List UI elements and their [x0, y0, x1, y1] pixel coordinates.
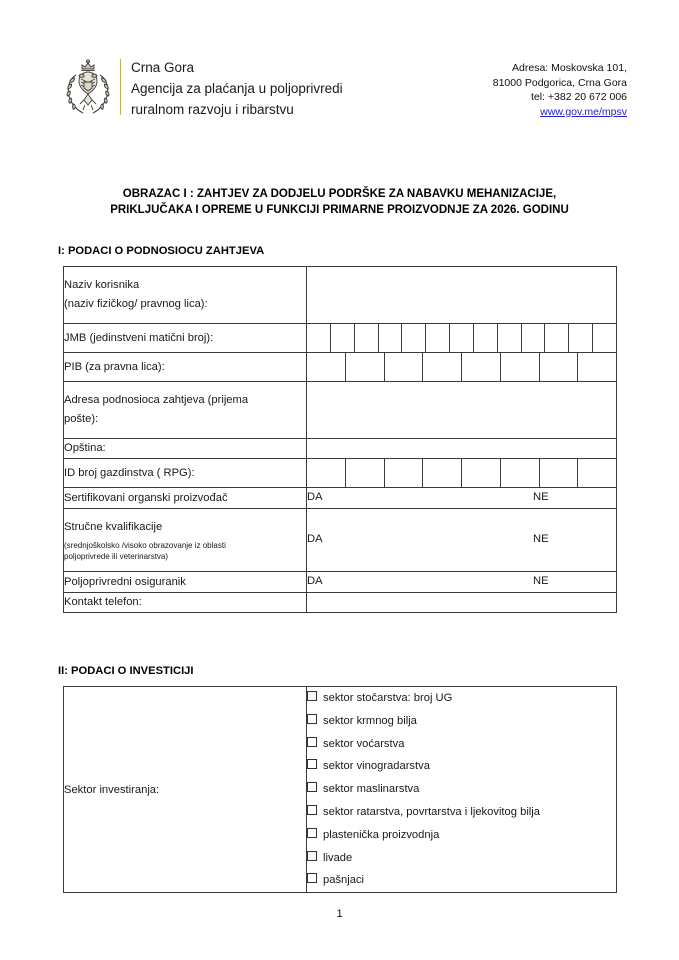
- sector-option-label: sektor maslinarstva: [323, 783, 420, 796]
- label-adresa-line-2: pošte):: [64, 413, 99, 425]
- label-osiguranik: Poljoprivredni osiguranik: [64, 572, 307, 593]
- label-strucne-sub: [64, 540, 306, 562]
- label-strucne-main: Stručne kvalifikacije: [64, 521, 163, 533]
- sector-option-8[interactable]: [307, 869, 616, 892]
- jmb-cell[interactable]: [450, 324, 474, 352]
- jmb-cell[interactable]: [307, 324, 331, 352]
- label-naziv-korisnika: [64, 267, 307, 324]
- label-adresa: [64, 382, 307, 439]
- pib-box-group[interactable]: [307, 353, 616, 381]
- page-number: 1: [336, 908, 343, 920]
- sector-option-6[interactable]: [307, 824, 616, 847]
- page-title: [62, 186, 617, 218]
- address-city: 81000 Podgorica, Crna Gora: [492, 76, 627, 89]
- option-da-osiguranik[interactable]: DA: [307, 574, 323, 587]
- input-pib-boxes[interactable]: [307, 353, 617, 382]
- investment-data-table: [63, 686, 617, 893]
- checkbox-icon[interactable]: [307, 828, 317, 838]
- rpg-cell[interactable]: [385, 459, 424, 487]
- sector-option-2[interactable]: [307, 733, 616, 756]
- section-1-heading: I: PODACI O PODNOSIOCU ZAHTJEVA: [58, 245, 265, 257]
- option-da-sertifikovani[interactable]: DA: [307, 490, 323, 503]
- agency-name-line-2: ruralnom razvoju i ribarstvu: [131, 102, 294, 117]
- sector-option-label: sektor voćarstva: [323, 737, 405, 750]
- agency-website-link[interactable]: www.gov.me/mpsv: [540, 105, 627, 118]
- pib-cell[interactable]: [462, 353, 501, 381]
- rpg-box-group[interactable]: [307, 459, 616, 487]
- sector-option-3[interactable]: [307, 755, 616, 778]
- label-pib: PIB (za pravna lica):: [64, 353, 307, 382]
- rpg-cell[interactable]: [462, 459, 501, 487]
- pib-cell[interactable]: [501, 353, 540, 381]
- label-jmb: JMB (jedinstveni matični broj):: [64, 324, 307, 353]
- sector-option-label: livade: [323, 851, 353, 864]
- sector-options-list: [307, 687, 617, 893]
- checkbox-icon[interactable]: [307, 714, 317, 724]
- input-naziv-korisnika[interactable]: [307, 267, 617, 324]
- label-rpg: ID broj gazdinstva ( RPG):: [64, 459, 307, 488]
- brand-divider: [120, 59, 121, 115]
- address-street: Adresa: Moskovska 101,: [512, 62, 627, 74]
- checkbox-icon[interactable]: [307, 873, 317, 883]
- label-naziv-korisnika-line-2: (naziv fizičkog/ pravnog lica):: [64, 298, 208, 310]
- applicant-data-table: [63, 266, 617, 613]
- label-naziv-korisnika-line-1: Naziv korisnika: [64, 279, 140, 291]
- rpg-cell[interactable]: [346, 459, 385, 487]
- label-sertifikovani: Sertifikovani organski proizvođač: [64, 488, 307, 509]
- jmb-cell[interactable]: [474, 324, 498, 352]
- rpg-cell[interactable]: [423, 459, 462, 487]
- table-row-jmb: [64, 324, 617, 353]
- page-title-line-1: OBRAZAC I : ZAHTJEV ZA DODJELU PODRŠKE ZA NABAVKU MEHANIZACIJE,: [122, 188, 557, 200]
- rpg-cell[interactable]: [307, 459, 346, 487]
- page-title-line-2: PRIKLJUČAKA I OPREME U FUNKCIJI PRIMARNE PROIZVODNJE ZA 2026. GODINU: [110, 204, 569, 216]
- table-row-adresa: [64, 382, 617, 439]
- sector-option-label: sektor krmnog bilja: [323, 714, 417, 727]
- choice-strucne-kvalifikacije[interactable]: [307, 509, 617, 572]
- checkbox-icon[interactable]: [307, 691, 317, 701]
- label-strucne-kvalifikacije: [64, 509, 307, 572]
- sector-option-label: sektor stočarstva: broj UG: [323, 692, 453, 704]
- sector-option-label: pašnjaci: [323, 874, 365, 887]
- sector-option-label: sektor ratarstva, povrtarstva i ljekovitog bilja: [323, 805, 540, 818]
- section-2-heading: II: PODACI O INVESTICIJI: [58, 665, 194, 677]
- table-row-osiguranik: [64, 572, 617, 593]
- input-adresa[interactable]: [307, 382, 617, 439]
- sector-option-1[interactable]: [307, 710, 616, 733]
- table-row-rpg: [64, 459, 617, 488]
- input-rpg-boxes[interactable]: [307, 459, 617, 488]
- page-footer: [0, 908, 679, 920]
- checkbox-icon[interactable]: [307, 759, 317, 769]
- pib-cell[interactable]: [578, 353, 616, 381]
- label-opstina: Opština:: [64, 439, 307, 459]
- jmb-box-group[interactable]: [307, 324, 616, 352]
- rpg-cell[interactable]: [540, 459, 579, 487]
- agency-branding: [62, 55, 343, 121]
- jmb-cell[interactable]: [331, 324, 355, 352]
- jmb-cell[interactable]: [355, 324, 379, 352]
- label-adresa-line-1: Adresa podnosioca zahtjeva (prijema: [64, 394, 249, 406]
- option-da-strucne[interactable]: DA: [307, 532, 323, 545]
- label-strucne-sub-line-1: (srednjoškolsko /visoko obrazovanje iz oblasti: [64, 541, 226, 550]
- checkbox-icon[interactable]: [307, 851, 317, 861]
- jmb-cell[interactable]: [593, 324, 616, 352]
- rpg-cell[interactable]: [501, 459, 540, 487]
- jmb-cell[interactable]: [379, 324, 403, 352]
- table-row-opstina: [64, 439, 617, 459]
- montenegro-coat-of-arms-icon: [62, 57, 114, 121]
- rpg-cell[interactable]: [578, 459, 616, 487]
- option-ne-strucne[interactable]: NE: [533, 532, 549, 545]
- sector-option-4[interactable]: [307, 778, 616, 801]
- address-phone: tel: +382 20 672 006: [530, 91, 627, 103]
- checkbox-icon[interactable]: [307, 782, 317, 792]
- agency-name-line-1: Agencija za plaćanja u poljoprivredi: [131, 81, 343, 96]
- input-kontakt-telefon[interactable]: [307, 593, 617, 613]
- sector-option-label: sektor vinogradarstva: [323, 760, 430, 773]
- pib-cell[interactable]: [423, 353, 462, 381]
- pib-cell[interactable]: [346, 353, 385, 381]
- table-row-sektor-investiranja: [64, 687, 617, 893]
- sector-option-label: plastenička proizvodnja: [323, 828, 440, 841]
- sector-option-0[interactable]: [307, 687, 616, 710]
- sector-option-5[interactable]: [307, 801, 616, 824]
- document-header: [0, 55, 679, 121]
- pib-cell[interactable]: [385, 353, 424, 381]
- label-strucne-sub-line-2: poljoprivrede ili veterinarstva): [64, 552, 169, 561]
- jmb-cell[interactable]: [402, 324, 426, 352]
- jmb-cell[interactable]: [545, 324, 569, 352]
- option-ne-osiguranik[interactable]: NE: [533, 574, 549, 587]
- jmb-cell[interactable]: [569, 324, 593, 352]
- table-row-naziv-korisnika: [64, 267, 617, 324]
- pib-cell[interactable]: [540, 353, 579, 381]
- option-ne-sertifikovani[interactable]: NE: [533, 490, 549, 503]
- table-row-sertifikovani: [64, 488, 617, 509]
- jmb-cell[interactable]: [498, 324, 522, 352]
- input-jmb-boxes[interactable]: [307, 324, 617, 353]
- checkbox-icon[interactable]: [307, 805, 317, 815]
- table-row-kontakt-telefon: [64, 593, 617, 613]
- jmb-cell[interactable]: [426, 324, 450, 352]
- table-row-strucne-kvalifikacije: [64, 509, 617, 572]
- country-name: Crna Gora: [131, 60, 195, 75]
- choice-sertifikovani[interactable]: [307, 488, 617, 509]
- pib-cell[interactable]: [307, 353, 346, 381]
- sector-option-7[interactable]: [307, 847, 616, 870]
- agency-address-block: [493, 55, 627, 119]
- checkbox-icon[interactable]: [307, 737, 317, 747]
- choice-osiguranik[interactable]: [307, 572, 617, 593]
- agency-name-block: [131, 55, 343, 120]
- label-kontakt-telefon: Kontakt telefon:: [64, 593, 307, 613]
- table-row-pib: [64, 353, 617, 382]
- label-sektor-investiranja: Sektor investiranja:: [64, 687, 307, 893]
- jmb-cell[interactable]: [522, 324, 546, 352]
- input-opstina[interactable]: [307, 439, 617, 459]
